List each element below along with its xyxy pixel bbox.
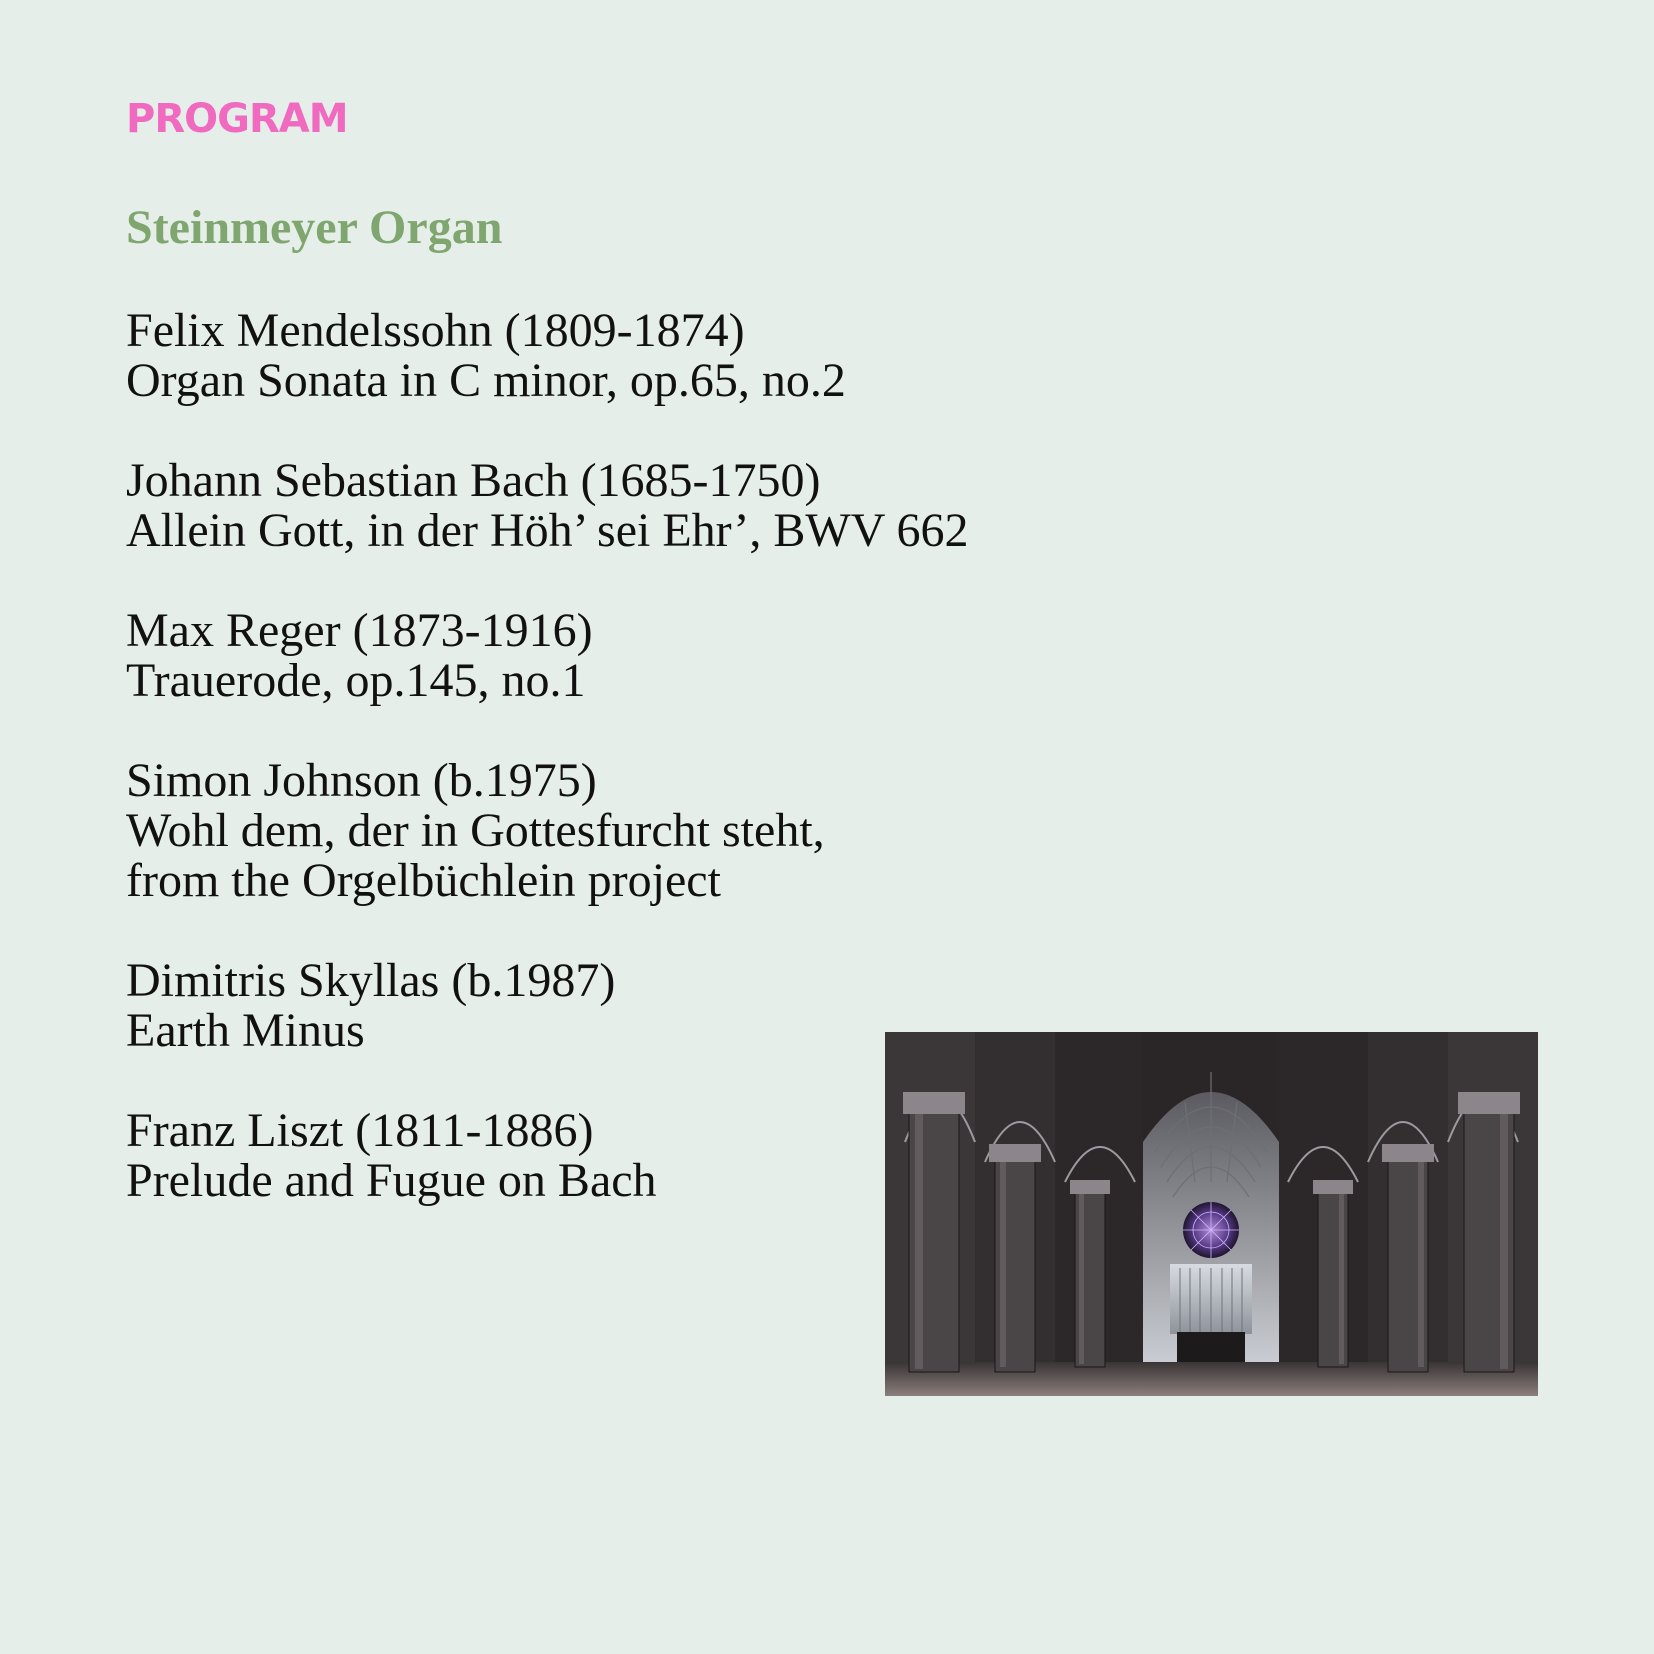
work-title: Wohl dem, der in Gottesfurcht steht,: [126, 804, 825, 857]
composer-name: Simon Johnson (b.1975): [126, 754, 597, 807]
cathedral-nave-photo: [885, 1032, 1538, 1396]
program-item: [126, 756, 969, 906]
composer-name: Franz Liszt (1811-1886): [126, 1104, 594, 1157]
work-title: Trauerode, op.145, no.1: [126, 654, 586, 707]
program-item: [126, 306, 969, 406]
composer-name: Johann Sebastian Bach (1685-1750): [126, 454, 821, 507]
organ-subheading: Steinmeyer Organ: [126, 201, 503, 254]
composer-name: Felix Mendelssohn (1809-1874): [126, 304, 745, 357]
composer-name: Max Reger (1873-1916): [126, 604, 593, 657]
program-heading: PROGRAM: [126, 96, 348, 142]
work-title: Allein Gott, in der Höh’ sei Ehr’, BWV 662: [126, 504, 969, 557]
work-title: Earth Minus: [126, 1004, 365, 1057]
work-title: Prelude and Fugue on Bach: [126, 1154, 657, 1207]
program-item: [126, 1106, 969, 1206]
program-item: [126, 606, 969, 706]
work-title: Organ Sonata in C minor, op.65, no.2: [126, 354, 846, 407]
program-item: [126, 956, 969, 1056]
work-title-continued: from the Orgelbüchlein project: [126, 854, 721, 907]
composer-name: Dimitris Skyllas (b.1987): [126, 954, 616, 1007]
program-item: [126, 456, 969, 556]
program-list: [126, 306, 969, 1256]
